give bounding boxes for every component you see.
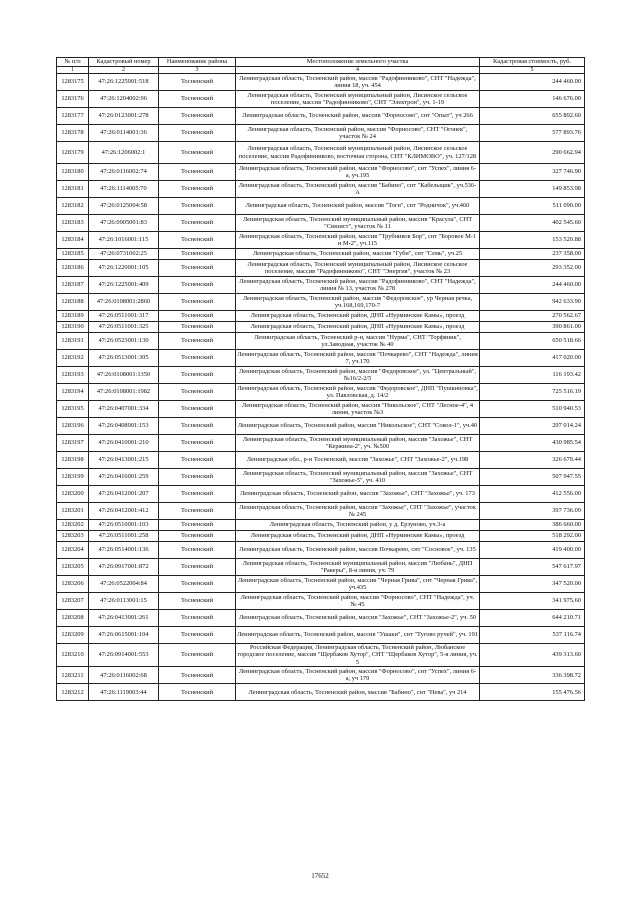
table-row — [57, 232, 585, 249]
location-cell: Ленинградская область, Тосненский район, у д. Ерзуново, уч.3-а — [236, 520, 480, 531]
table-row — [57, 294, 585, 311]
cadastral-number-cell: 47:26:0410001:210 — [89, 435, 159, 452]
district-cell: Тосненский — [159, 435, 236, 452]
district-cell: Тосненский — [159, 684, 236, 701]
cadastral-value-cell: 518 292.00 — [480, 531, 585, 542]
cadastral-number-cell: 47:26:1016001:115 — [89, 232, 159, 249]
district-cell: Тосненский — [159, 531, 236, 542]
cadastral-number-cell: 47:26:0514001:136 — [89, 542, 159, 559]
table-row — [57, 593, 585, 610]
row-number-cell: 1283190 — [57, 322, 89, 333]
row-number-cell: 1283183 — [57, 215, 89, 232]
district-cell: Тосненский — [159, 401, 236, 418]
location-cell: Ленинградская область, Тосненский район, массив "Губи", снт "Семь", уч.25 — [236, 249, 480, 260]
cadastral-number-cell: 47:26:0125004:58 — [89, 198, 159, 215]
location-cell: Ленинградская область, Тосненский район, ДНП «Нурминские Камы», проезд — [236, 322, 480, 333]
row-number-cell: 1283189 — [57, 311, 89, 322]
cadastral-value-cell: 510 940.53 — [480, 401, 585, 418]
cadastral-number-cell: 47:26:1114005:70 — [89, 181, 159, 198]
row-number-cell: 1283186 — [57, 260, 89, 277]
location-cell: Ленинградская область, Тосненский район, массив "Захожье", СНТ "Захожье", участок № 245 — [236, 503, 480, 520]
row-number-cell: 1283194 — [57, 384, 89, 401]
row-number-cell: 1283202 — [57, 520, 89, 531]
table-row — [57, 452, 585, 469]
district-cell: Тосненский — [159, 198, 236, 215]
location-cell: Ленинградская область, Тосненский район, массив "Почкарево", СНТ "Надежда", линия 7, уч.170 — [237, 350, 478, 365]
cadastral-value-cell: 153 520.88 — [480, 232, 585, 249]
cadastral-value-cell: 270 562.67 — [480, 311, 585, 322]
table-row — [57, 469, 585, 486]
cadastral-number-cell: 47:26:0108001:1982 — [89, 384, 159, 401]
row-number-cell: 1283179 — [57, 142, 89, 164]
table-row — [57, 576, 585, 593]
district-cell: Тосненский — [159, 311, 236, 322]
table-body — [57, 74, 585, 701]
district-cell: Тосненский — [159, 610, 236, 627]
cadastral-value-cell: 326 679.44 — [480, 452, 585, 469]
location-cell: Ленинградская область, Тосненский муниципальный район, массив "Захожье", СНТ "Кержина-2", уч. №500 — [236, 435, 480, 452]
header-cadastral-value: Кадастровая стоимость, руб. — [480, 58, 585, 67]
row-number-cell: 1283206 — [57, 576, 89, 593]
district-cell: Тосненский — [159, 333, 236, 350]
district-cell: Тосненский — [159, 452, 236, 469]
district-cell: Тосненский — [159, 667, 236, 684]
cadastral-value-cell: 146 676.00 — [480, 91, 585, 108]
cadastral-number-cell: 47:26:0407001:334 — [89, 401, 159, 418]
row-number-cell: 1283205 — [57, 559, 89, 576]
table-row — [57, 198, 585, 215]
cadastral-number-cell: 47:26:0523001:130 — [89, 333, 159, 350]
cadastral-value-cell: 412 556.00 — [480, 486, 585, 503]
cadastral-number-cell: 47:26:0412001:412 — [89, 503, 159, 520]
location-cell: Ленинградская область, Тосненский район, массив "Захожье", СНТ "Захожье-2", уч. 50 — [236, 610, 480, 627]
table-row — [57, 108, 585, 125]
row-number-cell: 1283184 — [57, 232, 89, 249]
district-cell: Тосненский — [159, 644, 236, 667]
location-cell: Ленинградская область, Тосненский район, массив "Черная Грива", снт "Черная Грива", уч.435 — [236, 576, 480, 593]
cadastral-value-cell: 327 746.90 — [480, 164, 585, 181]
location-cell: Ленинградская область, Тосненский район, массив "Тогн", снт "Родничок", уч.460 — [236, 198, 480, 215]
row-number-cell: 1283212 — [57, 684, 89, 701]
district-cell: Тосненский — [159, 260, 236, 277]
cadastral-number-cell: 47:26:0917001:872 — [89, 559, 159, 576]
cadastral-value-cell: 511 090.00 — [480, 198, 585, 215]
row-number-cell: 1283204 — [57, 542, 89, 559]
district-cell: Тосненский — [159, 215, 236, 232]
cadastral-number-cell: 47:26:1225001:409 — [89, 277, 159, 294]
district-cell: Тосненский — [159, 542, 236, 559]
header-cadastral-number: Кадастровый номер — [89, 58, 159, 67]
cadastral-number-cell: 47:26:0416001:259 — [89, 469, 159, 486]
location-cell: Ленинградская область, Тосненский муниципальный район, Лисинское сельское поселение, массив "Радофинниково", СНТ "Энергия", участок № 23 — [236, 260, 480, 277]
row-number-cell: 1283185 — [57, 249, 89, 260]
location-cell: Ленинградская обл., р-н Тосненский, массив "Захожье", СНТ "Захожье-2", уч.198 — [236, 452, 480, 469]
column-number: 3 — [159, 67, 236, 74]
row-number-cell: 1283176 — [57, 91, 89, 108]
cadastral-value-cell: 650 518.66 — [480, 333, 585, 350]
row-number-cell: 1283201 — [57, 503, 89, 520]
cadastral-value-cell: 655 892.60 — [480, 108, 585, 125]
cadastral-number-cell: 47:26:0511001:325 — [89, 322, 159, 333]
table-row — [57, 520, 585, 531]
district-cell: Тосненский — [159, 503, 236, 520]
row-number-cell: 1283195 — [57, 401, 89, 418]
district-cell: Тосненский — [159, 249, 236, 260]
cadastral-value-cell: 386 660.00 — [480, 520, 585, 531]
district-cell: Тосненский — [159, 181, 236, 198]
location-cell: Ленинградская область, Тосненский район, массив "Форносово", снт "Успех", линия 6-а, уч 179 — [236, 667, 480, 684]
table-row — [57, 249, 585, 260]
row-number-cell: 1283180 — [57, 164, 89, 181]
cadastral-value-cell: 577 893.76 — [480, 125, 585, 142]
cadastral-value-cell: 237 358.00 — [480, 249, 585, 260]
cadastral-number-cell: 47:26:0510001:103 — [89, 520, 159, 531]
cadastral-value-cell: 149 853.98 — [480, 181, 585, 198]
district-cell: Тосненский — [159, 294, 236, 311]
table-row — [57, 486, 585, 503]
table-row — [57, 667, 585, 684]
column-number: 4 — [236, 67, 480, 74]
location-cell: Ленинградская область, Тосненский район, массив "Бабино", снт "Кабельщик", уч.536-А — [236, 181, 480, 198]
cadastral-value-cell: 297 014.24 — [480, 418, 585, 435]
cadastral-number-cell: 47:26:0114001:36 — [89, 125, 159, 142]
row-number-cell: 1283188 — [57, 294, 89, 311]
location-cell: Ленинградская область, Тосненский район, массив "Ушаки", снт "Тугово ручей", уч. 191 — [236, 627, 480, 644]
row-number-cell: 1283191 — [57, 333, 89, 350]
cadastral-value-cell: 244 460.00 — [480, 74, 585, 91]
district-cell: Тосненский — [159, 108, 236, 125]
location-cell: Ленинградская область, Тосненский муниципальный район, массив "Красула", СНТ "Связист", участок № 11 — [236, 215, 480, 232]
district-cell: Тосненский — [159, 367, 236, 384]
cadastral-value-cell: 244 460.00 — [480, 277, 585, 294]
table-header-row — [57, 58, 585, 67]
location-cell: Ленинградская область, Тосненский район, массив "Федоровское", ДНП "Пушкиновка", ул. Павловская, д. 14/2 — [237, 384, 478, 399]
table-row — [57, 435, 585, 452]
table-row — [57, 559, 585, 576]
district-cell: Тосненский — [159, 486, 236, 503]
district-cell: Тосненский — [159, 74, 236, 91]
location-cell: Ленинградская область, Тосненский район, массив "Никольское", СНТ "Сокол-1", уч.40 — [236, 418, 480, 435]
row-number-cell: 1283200 — [57, 486, 89, 503]
row-number-cell: 1283181 — [57, 181, 89, 198]
cadastral-value-cell: 155 476.56 — [480, 684, 585, 701]
district-cell: Тосненский — [159, 322, 236, 333]
cadastral-value-cell: 942 633.90 — [480, 294, 585, 311]
cadastral-value-cell: 336 398.72 — [480, 667, 585, 684]
header-district-name: Наименование района — [159, 58, 236, 67]
cadastral-value-cell: 419 400.00 — [480, 542, 585, 559]
cadastral-number-cell: 47:26:1204002:96 — [89, 91, 159, 108]
cadastral-number-cell: 47:26:0511001:317 — [89, 311, 159, 322]
cadastral-number-cell: 47:26:0113001:15 — [89, 593, 159, 610]
cadastral-number-cell: 47:26:1220001:105 — [89, 260, 159, 277]
row-number-cell: 1283178 — [57, 125, 89, 142]
cadastral-value-cell: 402 545.60 — [480, 215, 585, 232]
cadastral-number-cell: 47:26:0412001:207 — [89, 486, 159, 503]
cadastral-value-cell: 347 520.00 — [480, 576, 585, 593]
table-row — [57, 531, 585, 542]
row-number-cell: 1283210 — [57, 644, 89, 667]
table-row — [57, 333, 585, 350]
location-cell: Ленинградская область, Тосненский район, ДНП «Нурминские Камы», проезд — [236, 311, 480, 322]
row-number-cell: 1283211 — [57, 667, 89, 684]
column-number: 2 — [89, 67, 159, 74]
row-number-cell: 1283208 — [57, 610, 89, 627]
table-row — [57, 418, 585, 435]
table-row — [57, 142, 585, 164]
location-cell: Ленинградская область, Тосненский район, массив "Федоровское", ур Черная речка, уч.168,169,170-7 — [236, 294, 480, 311]
district-cell: Тосненский — [159, 520, 236, 531]
cadastral-value-cell: 397 736.09 — [480, 503, 585, 520]
district-cell: Тосненский — [159, 91, 236, 108]
location-cell: Ленинградская область, Тосненский район, массив "Радофинниково", СНТ "Надежда", линия 18, уч. 454 — [236, 74, 480, 91]
cadastral-number-cell: 47:26:0108001:2860 — [89, 294, 159, 311]
table-row — [57, 644, 585, 667]
cadastral-number-cell: 47:26:0108001:1350 — [89, 367, 159, 384]
table-row — [57, 627, 585, 644]
row-number-cell: 1283199 — [57, 469, 89, 486]
cadastral-number-cell: 47:26:0522004:84 — [89, 576, 159, 593]
location-cell: Российская Федерация, Ленинградская область, Тосненский район, Любанское городское поселение, массив "Щербаков Хутор", СНТ "Щербаков Хутор", 5-я линия, уч. 5 — [237, 644, 478, 666]
table-row — [57, 277, 585, 294]
row-number-cell: 1283207 — [57, 593, 89, 610]
table-row — [57, 215, 585, 232]
cadastral-value-table — [56, 57, 585, 701]
district-cell: Тосненский — [159, 593, 236, 610]
table-row — [57, 164, 585, 181]
table-row — [57, 322, 585, 333]
district-cell: Тосненский — [159, 232, 236, 249]
location-cell: Ленинградская область, Тосненский р-н, массив "Нурма", СНТ "Торфяник", ул.Заводная, участок № 40 — [236, 333, 480, 350]
location-cell: Ленинградская область, Тосненский район, массив Почкарево, снт "Сосновое", уч. 135 — [236, 542, 480, 559]
header-row-number: № п/п — [57, 58, 89, 67]
table-row — [57, 350, 585, 367]
cadastral-value-table-container — [56, 57, 584, 701]
row-number-cell: 1283203 — [57, 531, 89, 542]
cadastral-value-cell: 644 210.71 — [480, 610, 585, 627]
cadastral-number-cell: 47:26:0123001:278 — [89, 108, 159, 125]
location-cell: Ленинградская область, Тосненский район, массив "Бабино", снт "Нева", уч 214 — [236, 684, 480, 701]
cadastral-value-cell: 547 617.97 — [480, 559, 585, 576]
page-number: 17652 — [311, 872, 329, 880]
table-row — [57, 125, 585, 142]
location-cell: Ленинградская область, Тосненский район, ДНП «Нурминские Камы», проезд — [236, 531, 480, 542]
district-cell: Тосненский — [159, 627, 236, 644]
location-cell: Ленинградская область, Тосненский район, массив "Форносово", снт "Опыт", уч 266 — [236, 108, 480, 125]
cadastral-value-cell: 430 985.54 — [480, 435, 585, 452]
cadastral-value-cell: 417 020.00 — [480, 350, 585, 367]
table-row — [57, 401, 585, 418]
row-number-cell: 1283198 — [57, 452, 89, 469]
location-cell: Ленинградская область, Тосненский район, массив "Трубников Бор", снт "Боровое М-1 и М-2", уч.115 — [236, 232, 480, 249]
table-row — [57, 684, 585, 701]
cadastral-value-cell: 290 662.94 — [480, 142, 585, 164]
cadastral-value-cell: 725 516.19 — [480, 384, 585, 401]
cadastral-number-cell: 47:26:0413001:261 — [89, 610, 159, 627]
table-row — [57, 74, 585, 91]
district-cell: Тосненский — [159, 164, 236, 181]
cadastral-number-cell: 47:26:0116002:74 — [89, 164, 159, 181]
column-number-row — [57, 67, 585, 74]
district-cell: Тосненский — [159, 469, 236, 486]
cadastral-number-cell: 47:26:0615001:104 — [89, 627, 159, 644]
table-row — [57, 311, 585, 322]
location-cell: Ленинградская область, Тосненский район, массив "Федоровское", ул. "Центральный", №16/2-2/5 — [236, 367, 480, 384]
cadastral-number-cell: 47:26:0513001:305 — [89, 350, 159, 367]
table-row — [57, 384, 585, 401]
location-cell: Ленинградская область, Тосненский район, массив "Никольское", СНТ "Лесное-4", 4 линия, участок №3 — [236, 401, 480, 418]
district-cell: Тосненский — [159, 142, 236, 164]
district-cell: Тосненский — [159, 384, 236, 401]
header-location: Местоположение земельного участка — [236, 58, 480, 67]
district-cell: Тосненский — [159, 418, 236, 435]
row-number-cell: 1283182 — [57, 198, 89, 215]
cadastral-value-cell: 507 947.55 — [480, 469, 585, 486]
cadastral-number-cell: 47:26:1206002:1 — [89, 142, 159, 164]
cadastral-value-cell: 341 975.60 — [480, 593, 585, 610]
row-number-cell: 1283175 — [57, 74, 89, 91]
cadastral-number-cell: 47:26:0905001:83 — [89, 215, 159, 232]
location-cell: Ленинградская область, Тосненский муниципальный район, массив "Захожье", СНТ "Захожье-5", уч. 410 — [236, 469, 480, 486]
district-cell: Тосненский — [159, 350, 236, 367]
row-number-cell: 1283187 — [57, 277, 89, 294]
location-cell: Ленинградская область, Тосненский район, массив "Форносово", СНТ "Надежда", уч. № 45 — [236, 593, 480, 610]
district-cell: Тосненский — [159, 576, 236, 593]
cadastral-value-cell: 390 861.00 — [480, 322, 585, 333]
cadastral-number-cell: 47:26:1119003:44 — [89, 684, 159, 701]
cadastral-value-cell: 439 313.60 — [480, 644, 585, 667]
table-row — [57, 91, 585, 108]
location-cell: Ленинградская область, Тосненский район, массив "Захожье", СНТ "Захожье", уч. 173 — [236, 486, 480, 503]
cadastral-number-cell: 47:26:0116002:68 — [89, 667, 159, 684]
location-cell: Ленинградская область, Тосненский район, массив "Форносово", снт "Успех", линия 6-а, уч.195 — [236, 164, 480, 181]
table-row — [57, 260, 585, 277]
cadastral-number-cell: 47:26:0511001:258 — [89, 531, 159, 542]
district-cell: Тосненский — [159, 559, 236, 576]
table-row — [57, 367, 585, 384]
row-number-cell: 1283196 — [57, 418, 89, 435]
cadastral-number-cell: 47:26:0731002:25 — [89, 249, 159, 260]
cadastral-value-cell: 116 193.42 — [480, 367, 585, 384]
cadastral-number-cell: 47:26:0413001:215 — [89, 452, 159, 469]
column-number: 5 — [480, 67, 585, 74]
row-number-cell: 1283193 — [57, 367, 89, 384]
location-cell: Ленинградская область, Тосненский муниципальный район, Лисинское сельское поселение, массив Радофинниково, восточная сторона, СНТ "КЛИМОВО", уч. 127/128 — [236, 142, 480, 164]
table-row — [57, 503, 585, 520]
cadastral-value-cell: 537 116.74 — [480, 627, 585, 644]
column-number: 1 — [57, 67, 89, 74]
location-cell: Ленинградская область, Тосненский муниципальный район, массив "Любань", ДНП "Ракеры", 8-я линия, уч. 79 — [236, 559, 480, 576]
row-number-cell: 1283209 — [57, 627, 89, 644]
table-row — [57, 610, 585, 627]
row-number-cell: 1283197 — [57, 435, 89, 452]
location-cell: Ленинградская область, Тосненский район, массив "Форносово", СНТ "Огонек", участок № 24 — [236, 125, 480, 142]
row-number-cell: 1283192 — [57, 350, 89, 367]
district-cell: Тосненский — [159, 277, 236, 294]
location-cell: Ленинградская область, Тосненский муниципальный район, Лисинское сельское поселение, массив "Радофинниково", СНТ "Электрон", уч. 1-19 — [236, 91, 480, 108]
row-number-cell: 1283177 — [57, 108, 89, 125]
cadastral-number-cell: 47:26:0914001:553 — [89, 644, 159, 667]
table-row — [57, 542, 585, 559]
location-cell: Ленинградская область, Тосненский район, массив "Радофинниково", СНТ "Надежда", линия № 13, участок № 278 — [236, 277, 480, 294]
district-cell: Тосненский — [159, 125, 236, 142]
cadastral-value-cell: 293 352.00 — [480, 260, 585, 277]
cadastral-number-cell: 47:26:1225001:518 — [89, 74, 159, 91]
cadastral-number-cell: 47:26:0408001:153 — [89, 418, 159, 435]
table-row — [57, 181, 585, 198]
